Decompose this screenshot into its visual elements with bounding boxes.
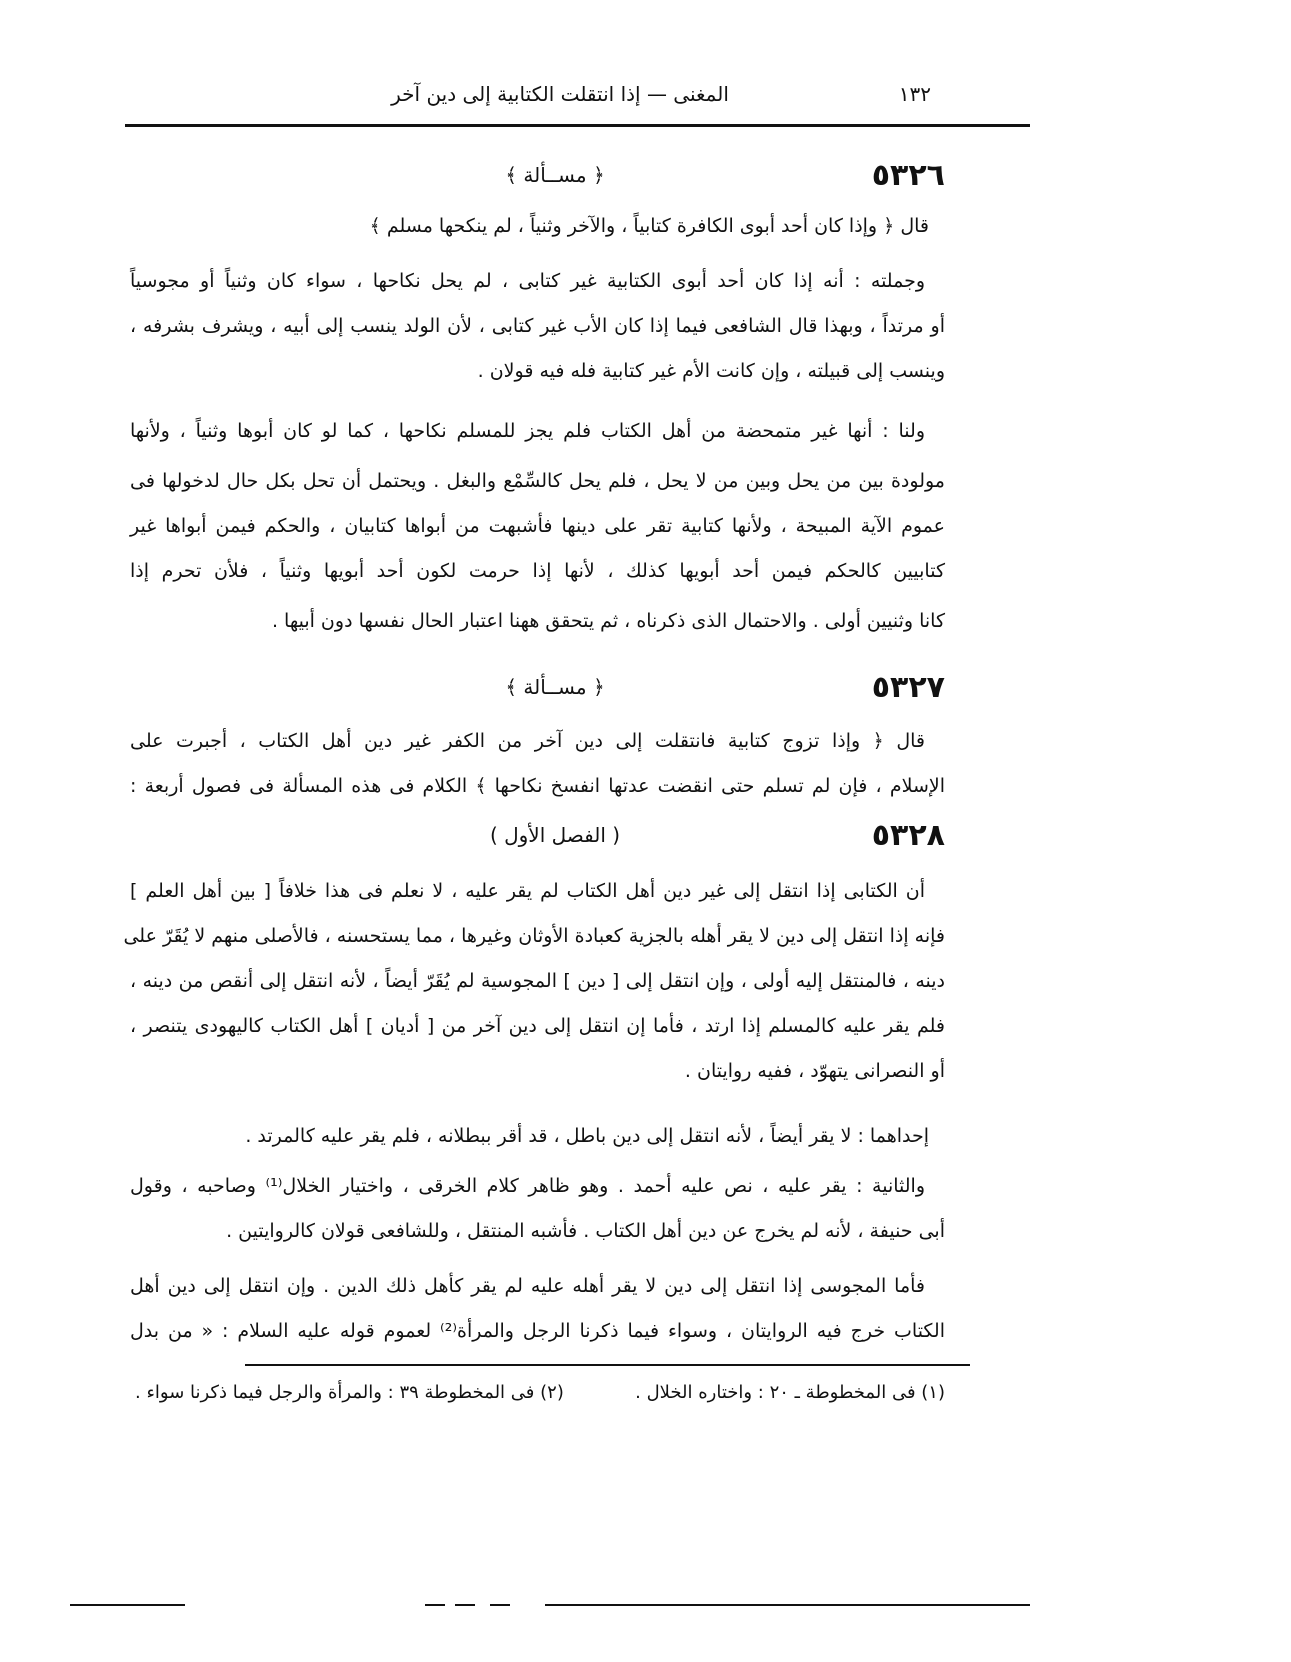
scan-edge-line: [455, 1604, 475, 1606]
text-line: دينه ، فالمنتقل إليه أولى ، وإن انتقل إلى [ دين ] المجوسية لم يُقَرّ أيضاً ، لأنه انتقل إلى أنقص من دينه ،: [130, 970, 945, 992]
text-line: فلم يقر عليه كالمسلم إذا ارتد ، فأما إن انتقل إلى دين آخر من [ أديان ] أهل الكتاب كاليهودى يتنصر ،: [130, 1015, 945, 1037]
text-line: والثانية : يقر عليه ، نص عليه أحمد . وهو ظاهر كلام الخرقى ، واختيار الخلال⁽¹⁾ وصاحبه ، وقول: [130, 1175, 926, 1197]
text-line: أو مرتداً ، وبهذا قال الشافعى فيما إذا كان الأب غير كتابى ، لأن الولد ينسب إلى أبيه ، ويشرف بشرفه ،: [130, 315, 945, 337]
text-line: أو النصرانى يتهوّد ، ففيه روايتان .: [684, 1060, 945, 1082]
matn-text: قال ﴿ وإذا تزوج كتابية فانتقلت إلى دين آخر من الكفر غير دين أهل الكتاب ، أجبرت على: [130, 730, 925, 752]
text-line: فأما المجوسى إذا انتقل إلى دين لا يقر أهله عليه لم يقر كأهل ذلك الدين . وإن انتقل إلى دين أهل: [130, 1275, 925, 1297]
text-line: كتابيين كالحكم فيمن أحد أبويها كذلك ، لأنها إذا حرمت لكون أحد أبويها وثنياً ، فلأن تحرم إذا: [130, 560, 945, 582]
footnote-rule: [245, 1364, 970, 1366]
matn-text: الإسلام ، فإن لم تسلم حتى انقضت عدتها انفسخ نكاحها ﴾ الكلام فى هذه المسألة فى فصول أربعة :: [130, 775, 945, 797]
header-rule: [125, 124, 1030, 127]
section-number: ٥٣٢٧: [871, 670, 945, 705]
page-number: ١٣٢: [898, 82, 931, 106]
text-line: إحداهما : لا يقر أيضاً ، لأنه انتقل إلى دين باطل ، قد أقر ببطلانه ، فلم يقر عليه كالمرتد .: [245, 1125, 929, 1147]
scan-edge-line: [490, 1604, 510, 1606]
text-line: الكتاب خرج فيه الروايتان ، وسواء فيما ذكرنا الرجل والمرأة⁽²⁾ لعموم قوله عليه السلام : « من بدل: [130, 1320, 945, 1342]
text-line: فإنه إذا انتقل إلى دين لا يقر أهله بالجزية كعبادة الأوثان وغيرها ، مما يستحسنه ، فالأصلى منهم لا يُقَرّ على: [123, 925, 945, 947]
section-label: ﴿ مســألة ﴾: [505, 675, 605, 699]
scan-edge-line: [545, 1604, 1030, 1606]
section-label: ( الفصل الأول ): [489, 823, 621, 847]
scan-edge-line: [70, 1604, 185, 1606]
section-number: ٥٣٢٨: [871, 818, 945, 853]
text-line: وينسب إلى قبيلته ، وإن كانت الأم غير كتابية فله فيه قولان .: [477, 360, 945, 382]
running-title: المغنى — إذا انتقلت الكتابية إلى دين آخر: [391, 82, 729, 106]
text-line: وجملته : أنه إذا كان أحد أبوى الكتابية غير كتابى ، لم يحل نكاحها ، سواء كان وثنياً أو مجوسياً: [130, 270, 925, 292]
text-line: أبى حنيفة ، لأنه لم يخرج عن دين أهل الكتاب . فأشبه المنتقل ، وللشافعى قولان كالروايتين .: [226, 1220, 945, 1242]
footnote-2: (٢) فى المخطوطة ٣٩ : والمرأة والرجل فيما ذكرنا سواء .: [135, 1382, 564, 1403]
footnote-1: (١) فى المخطوطة ـ ٢٠ : واختاره الخلال .: [635, 1382, 945, 1403]
section-label: ﴿ مســألة ﴾: [505, 163, 605, 187]
text-line: مولودة بين من يحل وبين من لا يحل ، فلم يحل كالسِّمْع والبغل . ويحتمل أن تحل بكل حال لدخولها فى: [130, 470, 945, 492]
scan-edge-line: [425, 1604, 445, 1606]
text-line: ولنا : أنها غير متمحضة من أهل الكتاب فلم يجز للمسلم نكاحها ، كما لو كان أبوها وثنياً ، ولأنها: [130, 420, 925, 442]
matn-text: قال ﴿ وإذا كان أحد أبوى الكافرة كتابياً ، والآخر وثنياً ، لم ينكحها مسلم ﴾: [369, 215, 929, 237]
section-number: ٥٣٢٦: [871, 158, 945, 193]
text-line: عموم الآية المبيحة ، ولأنها كتابية تقر على دينها فأشبهت من أبواها كتابيان ، والحكم فيمن أبواها غير: [130, 515, 945, 537]
text-line: كانا وثنيين أولى . والاحتمال الذى ذكرناه ، ثم يتحقق ههنا اعتبار الحال نفسها دون أبيها .: [271, 610, 945, 632]
text-line: أن الكتابى إذا انتقل إلى غير دين أهل الكتاب لم يقر عليه ، لا نعلم فى هذا خلافاً [ بين أهل العلم ]: [130, 880, 925, 902]
